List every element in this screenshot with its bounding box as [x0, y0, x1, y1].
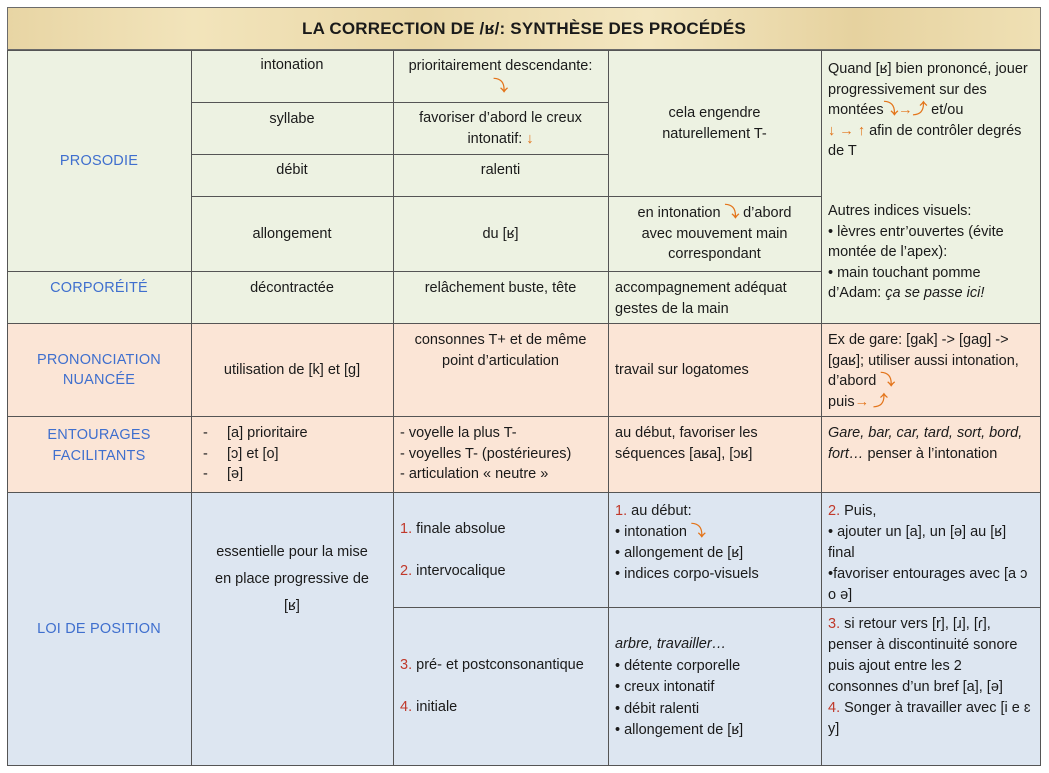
up-arrow-icon: ↑	[857, 122, 866, 139]
exemple-item-3: • débit ralenti	[615, 700, 700, 717]
intonation-label: intonation	[260, 57, 324, 73]
visual-line1: Autres indices visuels:	[828, 203, 972, 219]
dash-3: -	[203, 466, 208, 482]
visual-line3: • main touchant pomme d’Adam:	[828, 264, 981, 301]
prosodie-note	[821, 51, 1040, 196]
debut-item-3: • indices corpo-visuels	[615, 566, 759, 582]
loi-c1	[191, 493, 393, 765]
down-right-arrow-icon: ⤵	[724, 205, 740, 222]
right-arrow-icon: →	[898, 102, 913, 118]
allongement-label: allongement	[252, 225, 332, 242]
position-number-3: 3.	[400, 657, 413, 673]
entourages-c3: au début, favoriser les séquences [aʁa], [ɔʁ]	[615, 425, 758, 462]
exemple-item-4: • allongement de [ʁ]	[615, 722, 744, 738]
syllabe-label: syllabe	[269, 111, 315, 127]
down-arrow-icon: ↓	[526, 130, 534, 147]
loi-c1-line2: en place progressive de	[215, 571, 369, 587]
voyelle-item-3: - articulation « neutre »	[400, 466, 549, 482]
dash-1: -	[203, 425, 208, 441]
syllabe-detail	[393, 103, 608, 154]
prononciation-c3: travail sur logatomes	[615, 361, 749, 378]
position-finale: finale absolue	[416, 520, 506, 537]
note-text2: et/ou	[931, 102, 964, 118]
voyelle-item-2: - voyelles T- (postérieures)	[400, 445, 572, 462]
entourage-item-3: [ə]	[227, 466, 244, 482]
right-arrow-icon: →	[839, 122, 854, 139]
exemples-italic: arbre, travailler…	[615, 636, 727, 652]
debut-item-1: • intonation	[615, 524, 687, 540]
down-right-arrow-icon: ⤵	[691, 524, 706, 540]
down-right-arrow-icon: ⤵	[493, 78, 508, 95]
position-number-4: 4.	[400, 699, 413, 715]
corporeite-c1: décontractée	[250, 280, 334, 296]
prononciation-c1: utilisation de [k] et [g]	[223, 361, 361, 378]
prononciation-header: PRONONCIATION NUANCÉE	[37, 351, 161, 388]
list-item	[203, 464, 393, 485]
loi-puis	[821, 493, 1040, 607]
loi-positions-bottom	[393, 608, 608, 765]
allong-effect-text1: en intonation	[637, 205, 721, 222]
retour-number-4: 4.	[828, 700, 841, 716]
position-initiale: initiale	[416, 699, 458, 715]
loi-retour	[821, 608, 1040, 765]
note-text1: Quand [ʁ] bien prononcé, jouer progressivement sur des montées	[828, 61, 1028, 118]
prosodie-effect: cela engendre naturellement T-	[662, 105, 767, 142]
songer-text: Songer à travailler avec [i e ɛ y]	[828, 700, 1031, 737]
corporeite-c2: relâchement buste, tête	[424, 280, 577, 296]
loi-positions-top	[393, 493, 608, 607]
allong-effect-text2: d’abord	[743, 205, 792, 222]
list-item	[203, 423, 393, 444]
retour-text: si retour vers [r], [ɹ], [ɾ], penser à discontinuité sonore puis ajout entre les 2 consonnes d’un bref [a], [ə]	[828, 616, 1018, 695]
allongement-effect	[608, 197, 821, 271]
allongement-detail: du [ʁ]	[482, 225, 519, 242]
debut-number: 1.	[615, 503, 628, 519]
voyelle-item-1: - voyelle la plus T-	[400, 425, 517, 441]
right-arrow-icon: →	[854, 393, 870, 410]
position-preconsonantique: pré- et postconsonantique	[416, 657, 584, 673]
down-arrow-icon: ↓	[828, 122, 836, 139]
debit-label: débit	[276, 162, 308, 178]
loi-c1-line1: essentielle pour la mise	[216, 544, 368, 560]
debit-detail: ralenti	[480, 162, 521, 178]
exemple-item-2: • creux intonatif	[615, 679, 715, 695]
loi-header: LOI DE POSITION	[37, 620, 161, 637]
prononciation-c4-puis: puis	[828, 393, 855, 410]
corporeite-c3: accompagnement adéquat gestes de la main	[615, 280, 787, 317]
allong-effect-text3: avec mouvement main correspondant	[641, 225, 788, 263]
entourage-item-1: [a] prioritaire	[227, 425, 308, 441]
intonation-detail-text: prioritairement descendante:	[408, 58, 593, 74]
visual-indices	[821, 197, 1040, 323]
visual-line3-italic: ça se passe ici!	[885, 285, 985, 301]
entourages-header: ENTOURAGES FACILITANTS	[47, 427, 151, 464]
prosodie-header: PROSODIE	[59, 152, 139, 169]
corporeite-header: CORPORÉITÉ	[50, 280, 148, 296]
puis-item-1: • ajouter un [a], un [ə] au [ʁ] final	[828, 524, 1007, 561]
puis-text: Puis,	[844, 503, 877, 519]
debut-text: au début:	[631, 503, 692, 519]
up-right-arrow-icon: ⤴	[873, 393, 888, 410]
table-title	[7, 7, 1041, 50]
loi-exemples	[608, 608, 821, 765]
entourages-c1	[191, 417, 393, 492]
intonation-detail	[393, 51, 608, 102]
position-intervocalique: intervocalique	[416, 562, 506, 579]
debut-item-2: • allongement de [ʁ]	[615, 545, 744, 561]
position-number-1: 1.	[400, 520, 413, 537]
prononciation-c2: consonnes T+ et de même point d’articulation	[414, 332, 587, 369]
loi-debut	[608, 493, 821, 607]
position-number-2: 2.	[400, 562, 413, 579]
down-right-arrow-icon: ⤵	[883, 102, 899, 118]
down-right-arrow-icon: ⤵	[880, 373, 895, 389]
prononciation-c4	[821, 324, 1040, 416]
prononciation-c4-text: Ex de gare: [gak] -> [gag] -> [gaʁ]; utiliser aussi intonation, d’abord	[828, 332, 1019, 389]
synthesis-table	[7, 7, 1041, 766]
entourages-c4-text: penser à l’intonation	[867, 445, 998, 462]
entourages-c2	[393, 417, 608, 492]
retour-number-3: 3.	[828, 616, 841, 632]
syllabe-detail-line1: favoriser d’abord le creux	[419, 110, 582, 126]
exemple-item-1: • détente corporelle	[615, 657, 741, 674]
syllabe-detail-line2: intonatif:	[467, 130, 523, 147]
list-item	[203, 444, 393, 465]
dash-2: -	[203, 445, 208, 462]
table-title-text: LA CORRECTION DE /ʁ/: SYNTHÈSE DES PROCÉDÉS	[302, 18, 746, 38]
entourages-c4	[821, 417, 1040, 492]
loi-c1-line3: [ʁ]	[284, 598, 300, 614]
entourages-c4-italic: Gare, bar, car, tard, sort, bord, fort…	[828, 425, 1023, 462]
puis-number: 2.	[828, 503, 841, 519]
note-text3: afin de contrôler degrés de T	[828, 122, 1022, 159]
visual-line2: • lèvres entr’ouvertes (évite montée de l’apex):	[828, 223, 1004, 260]
up-right-arrow-icon: ⤴	[912, 102, 928, 118]
entourage-item-2: [ɔ] et [o]	[227, 445, 279, 462]
puis-item-2: •favoriser entourages avec [a ɔ o ə]	[828, 566, 1028, 603]
